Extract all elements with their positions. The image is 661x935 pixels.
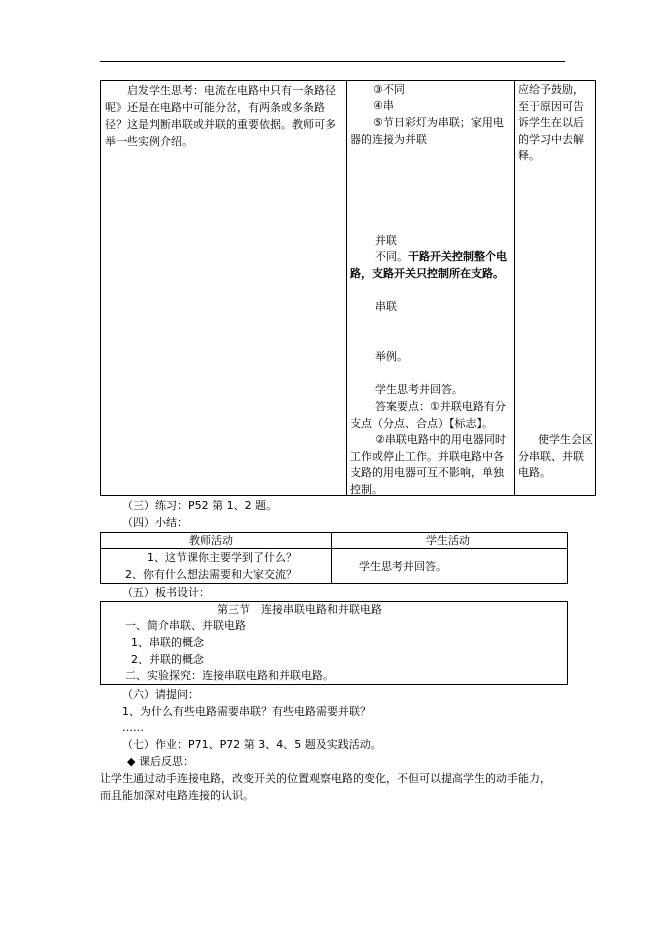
question-text: 1、为什么有些电路需要串联？有些电路需要并联？ xyxy=(122,705,371,718)
student-answer-5: ⑤节日彩灯为串联；家用电器的连接为并联 xyxy=(350,116,504,146)
header-rule xyxy=(100,61,565,62)
answer-point-1: 答案要点：①并联电路有分支点（分点、合点）【标志】。 xyxy=(350,400,506,430)
summary-student-answer: 学生思考并回答。 xyxy=(359,560,447,573)
board-line-1: 一、简介串联、并联电路 xyxy=(125,619,246,632)
lesson-table xyxy=(100,80,596,496)
student-answer-series: 串联 xyxy=(375,300,397,313)
switch-control-text: 不同。干路开关控制整个电路，支路开关只控制所在支路。 xyxy=(350,250,507,280)
student-answer-4: ④串 xyxy=(373,99,394,112)
column-divider xyxy=(331,533,332,583)
summary-question-1: 1、这节课你主要学到了什么？ xyxy=(147,551,297,564)
summary-table xyxy=(100,532,568,584)
design-intent-top: 应给予鼓励，至于原因可告诉学生在以后的学习中去解释。 xyxy=(518,83,584,162)
column-divider xyxy=(514,81,515,495)
reflection-line-1: 让学生通过动手连接电路，改变开关的位置观察电路的变化，不但可以提高学生的动手能力， xyxy=(100,772,551,785)
board-line-3: 2、并联的概念 xyxy=(131,653,204,666)
student-example: 举例。 xyxy=(375,350,408,363)
reflection-line-2: 而且能加深对电路连接的认识。 xyxy=(100,789,254,802)
section-board-design: （五）板书设计： xyxy=(122,586,210,599)
design-intent-bottom: 使学生会区分串联、并联电路。 xyxy=(518,433,593,479)
teacher-activity-text: 启发学生思考：电流在电路中只有一条路径呢》还是在电路中可能分岔，有两条或多条路径？这是判断串联或并联的重要依据。教师可多举一些实例介绍。 xyxy=(105,84,336,148)
board-title: 第三节 连接串联电路和并联电路 xyxy=(217,603,382,616)
board-design-box xyxy=(100,601,568,685)
section-practice: （三）练习：P52 第 1、2 题。 xyxy=(122,499,278,512)
section-summary: （四）小结： xyxy=(122,516,188,529)
board-line-2: 1、串联的概念 xyxy=(131,636,204,649)
student-answer-3: ③不同 xyxy=(373,83,405,96)
student-answer-parallel: 并联 xyxy=(375,234,397,247)
ellipsis: …… xyxy=(122,721,144,734)
answer-point-2: ②串联电路中的用电器同时工作或停止工作。并联电路中各支路的用电器可互不影响，单独控制。 xyxy=(350,433,506,496)
student-think-answer: 学生思考并回答。 xyxy=(375,383,463,396)
column-divider xyxy=(346,81,347,495)
header-teacher-activity: 教师活动 xyxy=(189,534,233,547)
summary-question-2: 2、你有什么想法需要和大家交流？ xyxy=(125,568,297,581)
board-line-4: 二、实验探究：连接串联电路和并联电路。 xyxy=(125,669,334,682)
reflection-label: ◆ 课后反思： xyxy=(127,755,194,768)
header-student-activity: 学生活动 xyxy=(426,534,470,547)
row-divider xyxy=(101,548,567,549)
section-questions: （六）请提问： xyxy=(122,688,199,701)
section-homework: （七）作业：P71、P72 第 3、4、5 题及实践活动。 xyxy=(122,738,382,751)
